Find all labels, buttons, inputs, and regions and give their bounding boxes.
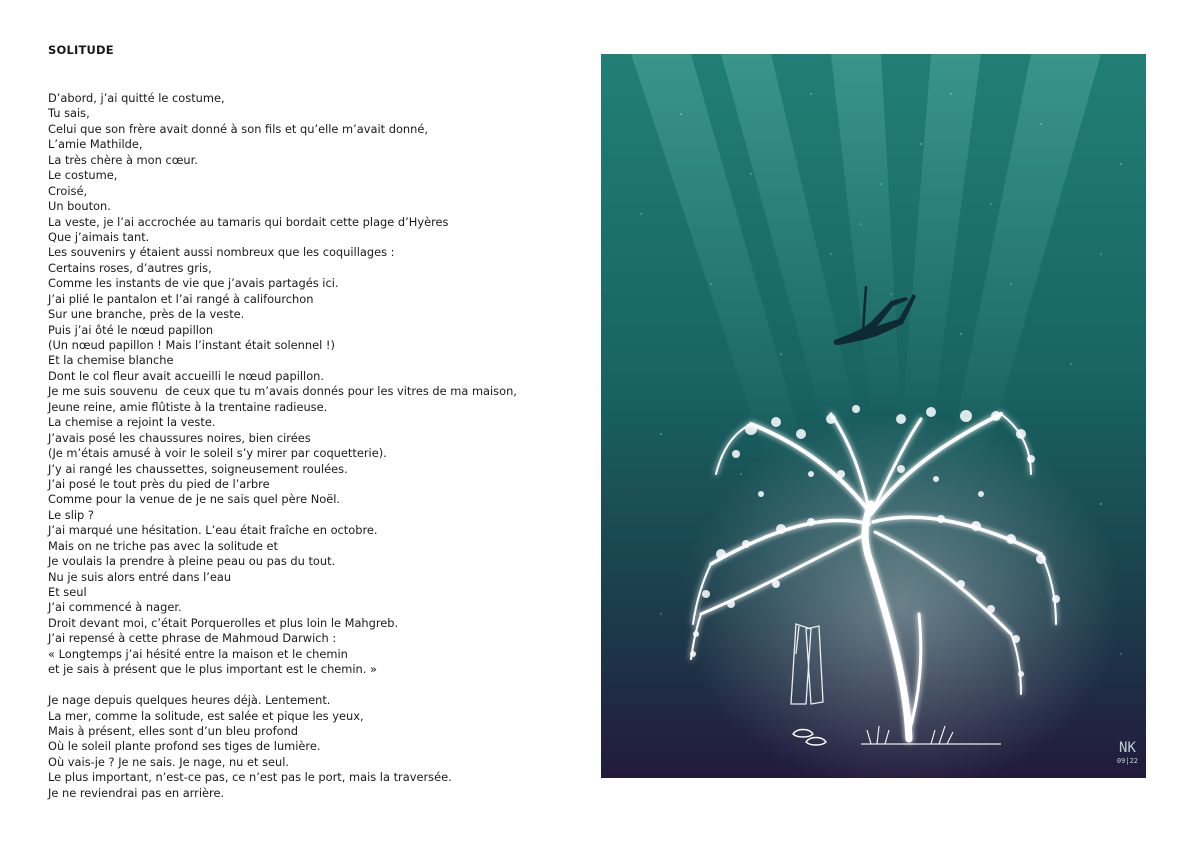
poem-line: Le slip ? [48,507,94,522]
poem-line: Puis j’ai ôté le nœud papillon [48,322,214,337]
poem-line: Jeune reine, amie flûtiste à la trentaine radieuse. [48,399,328,414]
poem-line: L’amie Mathilde, [48,137,143,152]
poem-line: Un bouton. [48,199,111,214]
artist-signature [1117,742,1138,768]
poem-line: Comme les instants de vie que j’avais partagés ici. [48,276,339,291]
poem-line: La très chère à mon cœur. [48,152,198,167]
poem-line: D’abord, j’ai quitté le costume, [48,91,225,105]
poem-line: La veste, je l’ai accrochée au tamaris qui bordait cette plage d’Hyères [48,214,449,229]
poem-line: Je ne reviendrai pas en arrière. [48,785,225,800]
poem-line: Le costume, [48,168,118,183]
poem-line: Et la chemise blanche [48,353,174,368]
poem-line: Certains roses, d’autres gris, [48,260,212,275]
underwater-illustration [601,54,1146,778]
poem-line: Je nage depuis quelques heures déjà. Lentement. [48,693,331,708]
poem-line: Nu je suis alors entré dans l’eau [48,569,232,584]
stanza-1 [48,91,568,678]
poem-line: Celui que son frère avait donné à son fils et qu’elle m’avait donné, [48,121,428,136]
signature-initials: NK [1119,740,1136,756]
poem-line: Droit devant moi, c’était Porquerolles et plus loin le Mahgreb. [48,615,399,630]
poem-line: Tu sais, [48,106,90,121]
illustration-canvas [601,54,1146,778]
poem-line: (Je m’étais amusé à voir le soleil s’y mirer par coquetterie). [48,446,387,461]
stanza-2 [48,693,568,801]
poem-line: Je voulais la prendre à pleine peau ou pas du tout. [48,554,336,569]
poem-line: J’ai repensé à cette phrase de Mahmoud Darwich : [48,631,337,646]
signature-date: 09|22 [1116,757,1138,765]
poem-line: « Longtemps j’ai hésité entre la maison et le chemin [48,646,348,661]
poem-line: J’y ai rangé les chaussettes, soigneusement roulées. [48,461,348,476]
poem-line: Croisé, [48,183,88,198]
poem-body [48,91,568,801]
poem-line: Que j’aimais tant. [48,229,150,244]
poem-line: Les souvenirs y étaient aussi nombreux que les coquillages : [48,245,395,260]
poem-line: Mais à présent, elles sont d’un bleu profond [48,723,298,738]
poem-line: J’avais posé les chaussures noires, bien cirées [48,430,311,445]
poem-line: Et seul [48,585,87,599]
poem-line: Je me suis souvenu de ceux que tu m’avais donnés pour les vitres de ma maison, [48,384,517,399]
poem-line: (Un nœud papillon ! Mais l’instant était solennel !) [48,338,335,352]
poem-line: J’ai posé le tout près du pied de l’arbre [48,476,270,491]
poem-line: Où le soleil plante profond ses tiges de lumière. [48,739,321,754]
page-title: SOLITUDE [48,43,114,57]
poem-line: Où vais-je ? Je ne sais. Je nage, nu et seul. [48,754,290,769]
poem-line: J’ai marqué une hésitation. L’eau était fraîche en octobre. [48,523,378,538]
poem-line: et je sais à présent que le plus important est le chemin. » [48,662,377,677]
poem-line: La mer, comme la solitude, est salée et pique les yeux, [48,708,364,723]
poem-line: Mais on ne triche pas avec la solitude et [48,538,279,553]
poem-line: Dont le col fleur avait accueilli le nœud papillon. [48,368,325,383]
stanza-gap [48,678,568,693]
poem-line: Le plus important, n’est-ce pas, ce n’est pas le port, mais la traversée. [48,770,452,785]
poem-line: Comme pour la venue de je ne sais quel père Noël. [48,492,341,507]
poem-line: Sur une branche, près de la veste. [48,307,245,322]
poem-line: J’ai commencé à nager. [48,600,182,615]
poem-line: J’ai plié le pantalon et l’ai rangé à califourchon [48,291,314,306]
poem-line: La chemise a rejoint la veste. [48,415,216,430]
